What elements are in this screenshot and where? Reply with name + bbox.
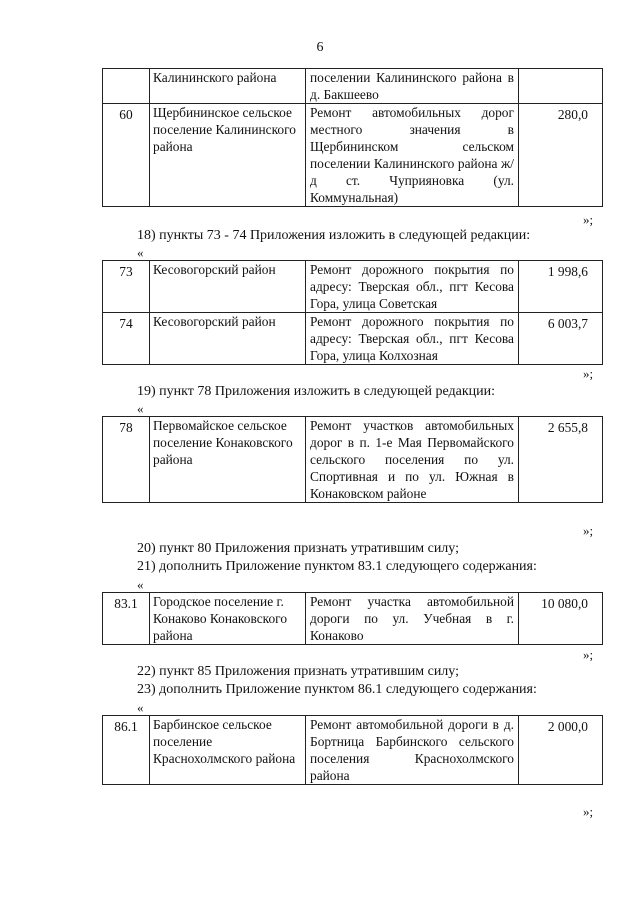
open-quote: « [137, 577, 144, 592]
row-description: Ремонт дорожного покрытия по адресу: Тверская обл., пгт Кесова Гора, улица Советская [306, 261, 519, 313]
row-description: Ремонт участка автомобильной дороги по ул. Учебная в г. Конаково [306, 593, 519, 645]
paragraph-18: 18) пункты 73 - 74 Приложения изложить в следующей редакции: [137, 228, 531, 243]
row-description: Ремонт участков автомобильных дорог в п. 1-е Мая Первомайского сельского поселения по ул. Спортивная и по ул. Южная в Конаковском районе [306, 417, 519, 503]
table-row [103, 69, 603, 104]
row-amount: 280,0 [519, 104, 603, 207]
close-quote: »; [583, 523, 594, 538]
row-description: Ремонт автомобильных дорог местного значения в Щербининском сельском поселении Калининского района ж/д ст. Чуприяновка (ул. Коммунальная) [306, 104, 519, 207]
open-quote: « [137, 700, 144, 715]
table-row [103, 104, 603, 207]
row-number: 74 [103, 313, 150, 365]
paragraph-23: 23) дополнить Приложение пунктом 86.1 следующего содержания: [137, 682, 537, 697]
close-quote: »; [583, 366, 594, 381]
row-number: 86.1 [103, 716, 150, 785]
row-amount: 10 080,0 [519, 593, 603, 645]
page-number: 6 [316, 40, 324, 55]
paragraph-19: 19) пункт 78 Приложения изложить в следующей редакции: [137, 384, 496, 399]
row-number [103, 69, 150, 104]
row-district: Городское поселение г. Конаково Конаковского района [150, 593, 306, 645]
appendix-table-3 [102, 416, 603, 503]
close-quote: »; [583, 212, 594, 227]
table-row [103, 261, 603, 313]
close-quote: »; [583, 804, 594, 819]
paragraph-22: 22) пункт 85 Приложения признать утратившим силу; [137, 664, 459, 679]
table-row [103, 716, 603, 785]
row-district: Кесовогорский район [150, 261, 306, 313]
row-number: 78 [103, 417, 150, 503]
row-amount: 2 000,0 [519, 716, 603, 785]
row-number: 73 [103, 261, 150, 313]
row-district: Первомайское сельское поселение Конаковского района [150, 417, 306, 503]
row-amount: 1 998,6 [519, 261, 603, 313]
row-district: Щербининское сельское поселение Калининского района [150, 104, 306, 207]
open-quote: « [137, 401, 144, 416]
row-district: Калининского района [150, 69, 306, 104]
appendix-table-1 [102, 68, 603, 207]
row-district: Барбинское сельское поселение Краснохолмского района [150, 716, 306, 785]
appendix-table-4 [102, 592, 603, 645]
row-number: 83.1 [103, 593, 150, 645]
appendix-table-2 [102, 260, 603, 365]
appendix-table-5 [102, 715, 603, 785]
paragraph-20: 20) пункт 80 Приложения признать утратившим силу; [137, 541, 459, 556]
close-quote: »; [583, 647, 594, 662]
row-description: Ремонт автомобильной дороги в д. Бортница Барбинского сельского поселения Краснохолмского района [306, 716, 519, 785]
row-district: Кесовогорский район [150, 313, 306, 365]
table-row [103, 313, 603, 365]
row-number: 60 [103, 104, 150, 207]
row-description: Ремонт дорожного покрытия по адресу: Тверская обл., пгт Кесова Гора, улица Колхозная [306, 313, 519, 365]
open-quote: « [137, 245, 144, 260]
table-row [103, 417, 603, 503]
row-description: поселении Калининского района в д. Бакшеево [306, 69, 519, 104]
table-row [103, 593, 603, 645]
row-amount: 2 655,8 [519, 417, 603, 503]
paragraph-21: 21) дополнить Приложение пунктом 83.1 следующего содержания: [137, 559, 537, 574]
row-amount [519, 69, 603, 104]
row-amount: 6 003,7 [519, 313, 603, 365]
